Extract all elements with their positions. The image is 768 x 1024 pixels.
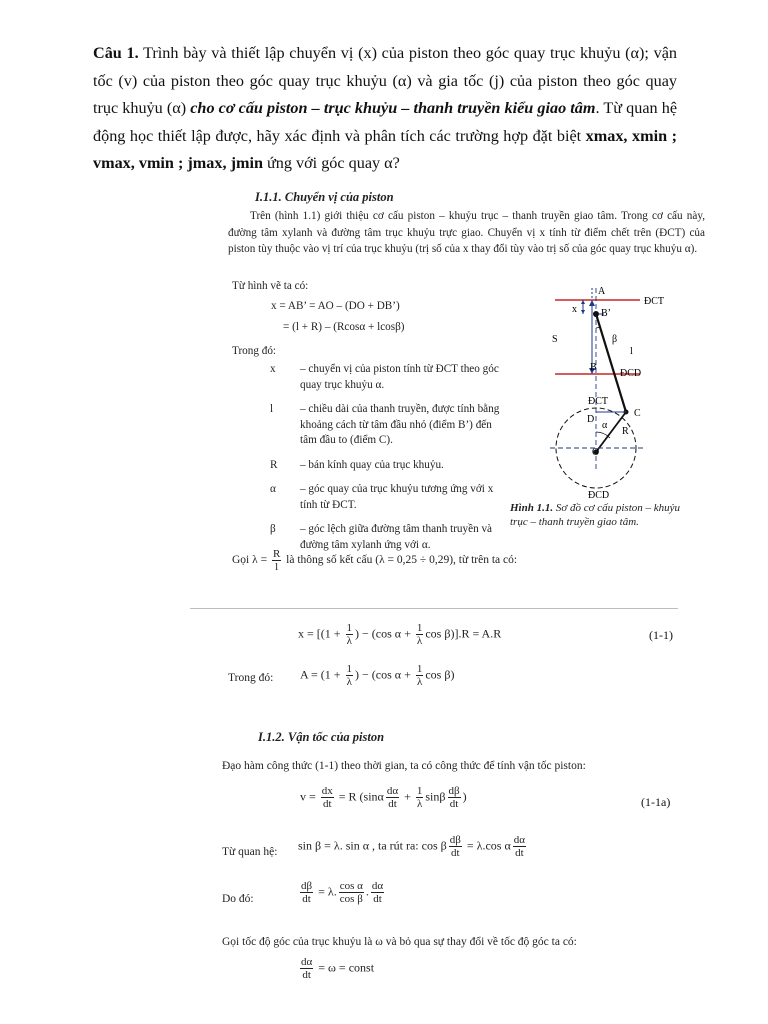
omega-equation: $\frac{d\alpha}{dt}$ = ω = const <box>301 956 375 981</box>
where-label-1: Trong đó: <box>232 345 277 357</box>
label-S: S <box>552 334 558 345</box>
figure-caption: Hình 1.1. Sơ đồ cơ cấu piston – khuỷu trục – thanh truyền giao tâm. <box>510 502 681 528</box>
section2-heading: I.1.2. Vận tốc của piston <box>258 730 385 744</box>
section1-heading: I.1.1. Chuyển vị của piston <box>255 190 394 204</box>
section1-intro: Trên (hình 1.1) giới thiệu cơ cấu piston – khuỷu trục – thanh truyền giao tâm. Trong cơ cấu này, đường tâm xylanh và đường tâm trục khuỷu trực giao. Chuyển vị x tính từ điểm chết trên (ĐCT) của piston tùy thuộc vào vị trí của trục khuỷu (trị số của x thay đổi tùy vào trị số của góc quay trục khuỷu α). <box>228 210 705 255</box>
eq-displacement-line2: = (l + R) – (Rcosα + lcosβ) <box>283 321 405 333</box>
label-bprime: B’ <box>601 308 611 319</box>
label-beta: β <box>612 334 618 345</box>
equation-1-1a-number: (1-1a) <box>641 795 671 809</box>
scan-divider <box>190 608 678 609</box>
therefore-label: Do đó: <box>222 893 254 905</box>
definition-alpha: α – góc quay của trục khuỷu tương ứng với x tính từ ĐCT. <box>270 483 494 511</box>
question-text-a: Trình bày và thiết lập chuyển vị (x) của piston theo góc quay trục khuỷu (α); vận tốc (v) của piston theo góc quay trục khuỷu (α) và gia tốc (j) của piston theo góc quay trục khuỷu (α) <box>93 44 677 117</box>
question-label: Câu 1. <box>93 44 139 62</box>
label-A: A <box>598 286 606 297</box>
equation-1-1: x = [(1 + $\frac{1}{\lambda}$ ) − (cos α + $\frac{1}{\lambda}$ cos β)].R = A.R <box>298 622 502 647</box>
section2-intro: Đạo hàm công thức (1-1) theo thời gian, ta có công thức để tính vận tốc piston: <box>222 760 586 772</box>
label-C: C <box>634 408 641 419</box>
label-dcd-bottom: ĐCD <box>588 490 610 501</box>
definition-beta: β – góc lệch giữa đường tâm thanh truyền và đường tâm xylanh ứng với α. <box>270 523 493 551</box>
label-D: D <box>587 414 595 425</box>
relation-label: Từ quan hệ: <box>222 846 278 858</box>
where-label-2: Trong đó: <box>228 672 274 684</box>
question-text-c: ứng với góc quay α? <box>262 154 400 172</box>
question-extremes: xmax, xmin ; vmax, vmin ; jmax, jmin <box>93 126 677 172</box>
label-O: O <box>592 447 600 458</box>
lambda-definition: Gọi λ = $\frac{R}{l}$ là thông số kết cấu (λ = 0,25 ÷ 0,29), từ trên ta có: <box>232 548 518 573</box>
label-x: x <box>572 304 577 315</box>
from-figure-text: Từ hình vẽ ta có: <box>232 280 309 292</box>
piston-crank-figure <box>540 280 700 505</box>
dbeta-equation: $\frac{d\beta}{dt}$ = λ. $\frac{\text{cos α}}{\text{cos β}}$ . $\frac{d\alpha}{dt}$ <box>301 880 384 905</box>
label-dcd-mid: ĐCD <box>620 368 642 379</box>
definition-l: l – chiều dài của thanh truyền, được tính bằng khoảng cách từ tâm đầu nhỏ (điểm B’) đến tâm đầu to (điểm C). <box>270 403 500 446</box>
eq-displacement-line1: x = AB’ = AO – (DO + DB’) <box>271 300 400 312</box>
equation-A-definition: A = (1 + $\frac{1}{\lambda}$ ) − (cos α + $\frac{1}{\lambda}$ cos β) <box>300 663 455 688</box>
definition-list <box>270 362 500 553</box>
question-paragraph <box>93 40 677 178</box>
label-alpha: α <box>602 420 608 431</box>
omega-text: Gọi tốc độ góc của trục khuỷu là ω và bỏ qua sự thay đổi về tốc độ góc ta có: <box>222 936 577 948</box>
label-R: R <box>622 426 629 437</box>
label-l: l <box>630 346 633 357</box>
question-text-b: . Từ quan hệ động học thiết lập được, hãy xác định và phân tích các trường hợp đặt biệt <box>93 99 677 145</box>
label-B: B <box>590 362 597 373</box>
equation-1-1a: v = $\frac{dx}{dt}$ = R (sinα $\frac{d\alpha}{dt}$ + $\frac{1}{\lambda}$ sinβ $\frac{d\beta}{dt}$ ) <box>300 785 467 810</box>
question-emphasis: cho cơ cấu piston – trục khuỷu – thanh truyền kiểu giao tâm <box>190 99 596 117</box>
relation-equation: sin β = λ. sin α , ta rút ra: cos β $\frac{d\beta}{dt}$ = λ.cos α $\frac{d\alpha}{dt}$ <box>298 834 525 859</box>
label-dct-circle: ĐCT <box>588 396 608 407</box>
definition-x: x – chuyển vị của piston tính từ ĐCT theo góc quay trục khuỷu α. <box>270 363 499 391</box>
equation-1-1-number: (1-1) <box>649 628 673 642</box>
label-dct-top: ĐCT <box>644 296 664 307</box>
definition-r: R – bán kính quay của trục khuỷu. <box>270 458 444 471</box>
